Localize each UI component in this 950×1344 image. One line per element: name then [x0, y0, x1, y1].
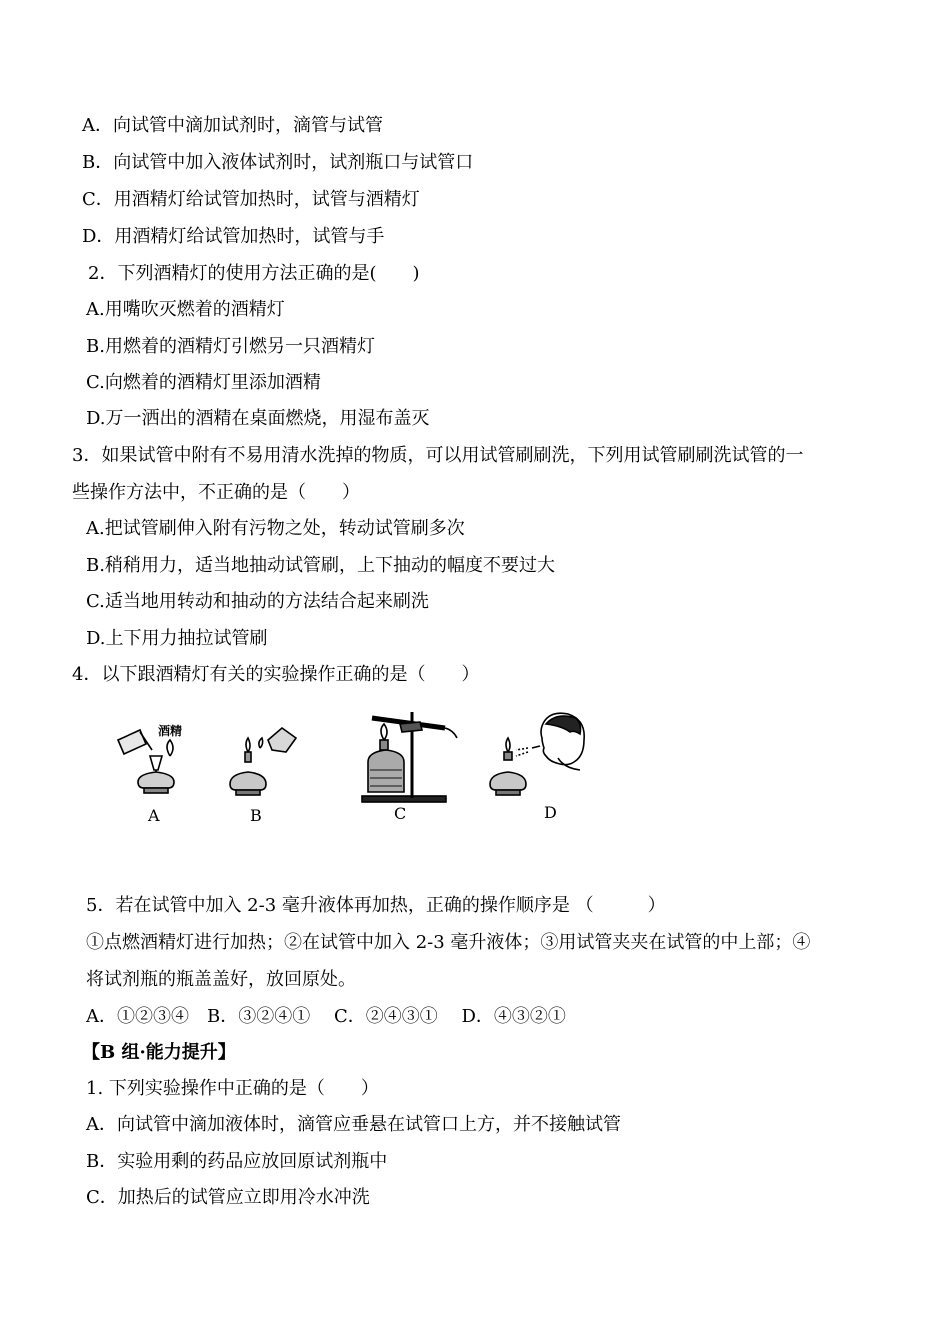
q1-option-b: B．向试管中加入液体试剂时，试剂瓶口与试管口: [82, 152, 474, 173]
q5-steps-line1: ①点燃酒精灯进行加热；②在试管中加入 2-3 毫升液体；③用试管夹夹在试管的中上部；④: [86, 932, 811, 953]
figure-label-a: A: [148, 806, 160, 825]
q3-option-d: D.上下用力抽拉试管刷: [86, 628, 268, 649]
figure-b-illustration: [230, 728, 296, 795]
q2-option-b: B.用燃着的酒精灯引燃另一只酒精灯: [86, 336, 375, 357]
figure-label-c: C: [394, 804, 407, 823]
q3-stem-line1: 3．如果试管中附有不易用清水洗掉的物质，可以用试管刷刷洗，下列用试管刷刷洗试管的一: [72, 445, 804, 466]
q2-option-a: A.用嘴吹灭燃着的酒精灯: [86, 299, 285, 320]
figure-a-alcohol-label: 酒精: [158, 724, 183, 738]
figure-label-b: B: [250, 806, 262, 825]
q5-stem: 5．若在试管中加入 2-3 毫升液体再加热，正确的操作顺序是 （ ）: [86, 895, 666, 916]
figure-c-illustration: [362, 712, 457, 802]
figure-a-illustration: [118, 730, 174, 793]
figure-d-illustration: [490, 713, 584, 795]
q4-figure: [100, 700, 620, 840]
q1-option-d: D．用酒精灯给试管加热时，试管与手: [82, 226, 385, 247]
q2-option-d: D.万一洒出的酒精在桌面燃烧，用湿布盖灭: [86, 408, 430, 429]
section-b-title: 【B 组·能力提升】: [82, 1042, 236, 1063]
q3-option-c: C.适当地用转动和抽动的方法结合起来刷洗: [86, 591, 429, 612]
q3-option-b: B.稍稍用力，适当地抽动试管刷，上下抽动的幅度不要过大: [86, 555, 555, 576]
q5-steps-line2: 将试剂瓶的瓶盖盖好，放回原处。: [86, 969, 356, 990]
section-b-q1-stem: 1. 下列实验操作中正确的是（ ）: [86, 1078, 379, 1099]
q2-option-c: C.向燃着的酒精灯里添加酒精: [86, 372, 321, 393]
q2-stem: 2．下列酒精灯的使用方法正确的是( ): [88, 263, 420, 284]
q3-stem-line2: 些操作方法中，不正确的是（ ）: [72, 482, 360, 503]
section-b-q1-option-b: B．实验用剩的药品应放回原试剂瓶中: [86, 1151, 388, 1172]
q4-stem: 4．以下跟酒精灯有关的实验操作正确的是（ ）: [72, 664, 480, 685]
q1-option-a: A．向试管中滴加试剂时，滴管与试管: [82, 115, 383, 136]
section-b-q1-option-c: C．加热后的试管应立即用冷水冲洗: [86, 1187, 370, 1208]
q5-choices: A．①②③④ B．③②④① C．②④③① D．④③②①: [86, 1006, 566, 1027]
q3-option-a: A.把试管刷伸入附有污物之处，转动试管刷多次: [86, 518, 465, 539]
q1-option-c: C．用酒精灯给试管加热时，试管与酒精灯: [82, 189, 420, 210]
q4-figure-drawing: [100, 700, 620, 840]
figure-label-d: D: [544, 803, 557, 822]
section-b-q1-option-a: A．向试管中滴加液体时，滴管应垂悬在试管口上方，并不接触试管: [86, 1114, 621, 1135]
